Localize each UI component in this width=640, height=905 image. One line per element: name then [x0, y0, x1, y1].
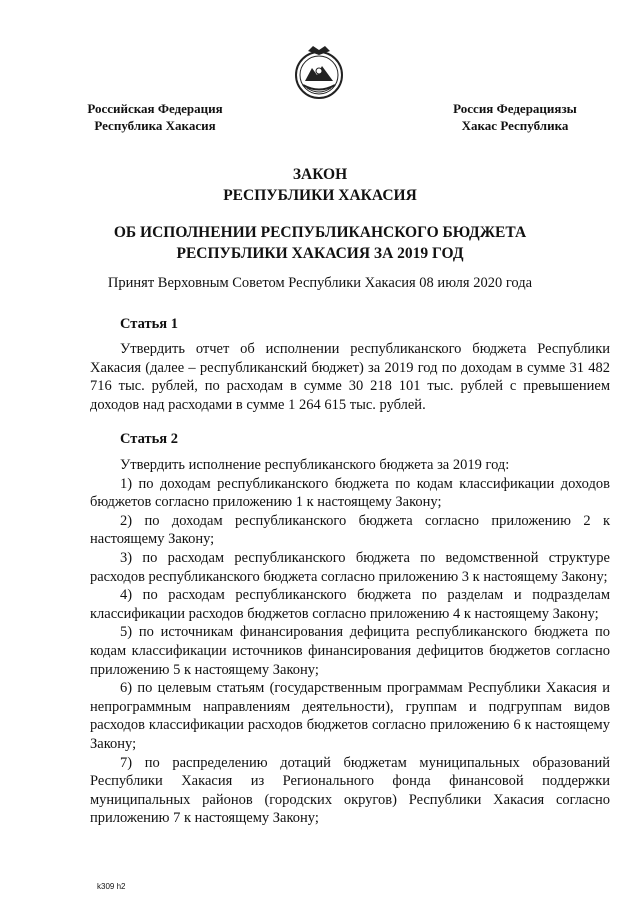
law-subject-line1: ОБ ИСПОЛНЕНИИ РЕСПУБЛИКАНСКОГО БЮДЖЕТА: [113, 224, 527, 241]
law-subject-line2: РЕСПУБЛИКИ ХАКАСИЯ ЗА 2019 ГОД: [176, 245, 464, 262]
article-2-item-1: 1) по доходам республиканского бюджета по кодам классификации доходов бюджетов согласно приложению 1 к настоящему Закону;: [90, 475, 610, 511]
article-2-body: [90, 456, 610, 828]
adoption-line: Принят Верховным Советом Республики Хакасия 08 июля 2020 года: [107, 275, 533, 291]
document-code: k309 h2: [97, 882, 126, 891]
article-2-item-2: 2) по доходам республиканского бюджета согласно приложению 2 к настоящему Закону;: [90, 512, 610, 548]
article-2-item-3: 3) по расходам республиканского бюджета по ведомственной структуре расходов республиканского бюджета согласно приложению 3 к настоящему Закону;: [90, 549, 610, 585]
article-1-heading: Статья 1: [120, 316, 178, 332]
law-title-line1: ЗАКОН: [292, 166, 348, 183]
article-2-item-7: 7) по распределению дотаций бюджетам муниципальных образований Республики Хакасия из Регионального фонда финансовой поддержки муниципальных районов (городских округов) Республики Хакасия согласно приложению 7 к настоящему Закону;: [90, 754, 610, 827]
article-2-intro: Утвердить исполнение республиканского бюджета за 2019 год:: [120, 457, 510, 473]
law-title: [0, 164, 640, 206]
law-subject: [0, 222, 640, 264]
header-left-line1: Российская Федерация: [87, 101, 223, 116]
article-2-item-6: 6) по целевым статьям (государственным программам Республики Хакасия и непрограммным направлениям деятельности), группам и подгруппам видов расходов классификации расходов бюджетов согласно приложению 6 к настоящему Закону;: [90, 680, 610, 752]
law-title-line2: РЕСПУБЛИКИ ХАКАСИЯ: [223, 187, 417, 204]
article-2-item-4: 4) по расходам республиканского бюджета по разделам и подразделам классификации расходов бюджетов согласно приложению 4 к настоящему Закону;: [90, 587, 610, 622]
coat-of-arms-icon: [293, 44, 345, 102]
article-2-item-5: 5) по источникам финансирования дефицита республиканского бюджета по кодам классификации источников финансирования дефицитов бюджетов согласно приложению 5 к настоящему Закону;: [90, 624, 610, 678]
header-right-line1: Россия Федерациязы: [453, 101, 577, 116]
header-right: [430, 100, 600, 134]
article-2-heading: Статья 2: [120, 431, 178, 447]
article-1-paragraph: Утвердить отчет об исполнении республиканского бюджета Республики Хакасия (далее – республиканский бюджет) за 2019 год по доходам в сумме 31 482 716 тыс. рублей, по расходам в сумме 30 218 101 тыс. рублей с превышением доходов над расходами в сумме 1 264 615 тыс. рублей.: [90, 341, 610, 413]
header-left: [60, 100, 250, 134]
header-left-line2: Республика Хакасия: [94, 118, 216, 133]
header-right-line2: Хакас Республика: [461, 118, 569, 133]
